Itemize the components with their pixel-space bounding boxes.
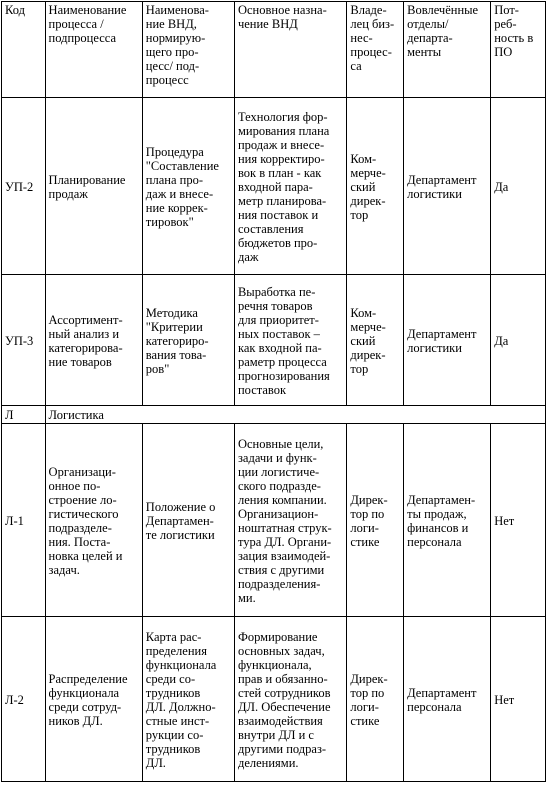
cell-owner: Дирек- тор по логи- стике (347, 424, 404, 617)
header-process: Наименование процесса / подпроцесса (45, 2, 142, 98)
cell-owner: Дирек- тор по логи- стике (347, 617, 404, 782)
header-owner: Владе- лец биз- нес- процес- са (347, 2, 404, 98)
cell-code: Л-2 (2, 617, 46, 782)
cell-po: Да (491, 98, 546, 275)
header-po: Пот- реб- ность в ПО (491, 2, 546, 98)
section-row (2, 406, 546, 424)
header-vnd: Наименова- ние ВНД, нормирую- щего про- цесс/ под- процесс (142, 2, 234, 98)
header-purpose: Основное назна- чение ВНД (234, 2, 346, 98)
cell-purpose: Технология фор- мирования плана продаж и внесе- ния корректиро- вок в план - как входной пара- метр планирова- ния поставок и составления бюджетов про- даж (234, 98, 346, 275)
cell-purpose: Основные цели, задачи и функ- ции логистиче- ского подразде- ления компании. Организацион- ноштатная струк- тура ДЛ. Органи- зация взаимодей- ствия с другими подразделения- ми. (234, 424, 346, 617)
cell-departments: Департамент логистики (404, 98, 491, 275)
table-row (2, 275, 546, 406)
cell-process: Распределение функционала среди сотруд- ников ДЛ. (45, 617, 142, 782)
cell-vnd: Методика "Критерии категориро- вания това- ров" (142, 275, 234, 406)
table-header-row (2, 2, 546, 98)
header-departments: Вовлечённые отделы/департа- менты (404, 2, 491, 98)
cell-departments: Департамент логистики (404, 275, 491, 406)
cell-process: Ассортимент- ный анализ и категорирова- ние товаров (45, 275, 142, 406)
cell-po: Нет (491, 617, 546, 782)
cell-departments: Департамент персонала (404, 617, 491, 782)
cell-code: УП-2 (2, 98, 46, 275)
cell-po: Нет (491, 424, 546, 617)
cell-vnd: Положение о Департамен- те логистики (142, 424, 234, 617)
cell-purpose: Формирование основных задач, функционала, прав и обязанно- стей сотрудников ДЛ. Обеспечение взаимодействия внутри ДЛ и с другими подраз- делениями. (234, 617, 346, 782)
process-table (1, 1, 546, 782)
section-code: Л (2, 406, 46, 424)
cell-process: Организаци- онное по- строение ло- гистического подразделе- ния. Поста- новка целей и задач. (45, 424, 142, 617)
cell-departments: Департамен- ты продаж, финансов и персонала (404, 424, 491, 617)
cell-code: Л-1 (2, 424, 46, 617)
cell-vnd: Процедура "Составление плана про- даж и внесе- ние коррек- тировок" (142, 98, 234, 275)
cell-owner: Ком- мерче- ский дирек- тор (347, 275, 404, 406)
cell-process: Планирование продаж (45, 98, 142, 275)
cell-purpose: Выработка пе- речня товаров для приоритет- ных поставок – как входной па- раметр процесса прогнозирования поставок (234, 275, 346, 406)
header-code: Код (2, 2, 46, 98)
cell-po: Да (491, 275, 546, 406)
cell-code: УП-3 (2, 275, 46, 406)
table-row (2, 617, 546, 782)
cell-owner: Ком- мерче- ский дирек- тор (347, 98, 404, 275)
table-row (2, 98, 546, 275)
cell-vnd: Карта рас- пределения функционала среди со- трудников ДЛ. Должно- стные инст- рукции со- трудников ДЛ. (142, 617, 234, 782)
section-title: Логистика (45, 406, 545, 424)
table-row (2, 424, 546, 617)
